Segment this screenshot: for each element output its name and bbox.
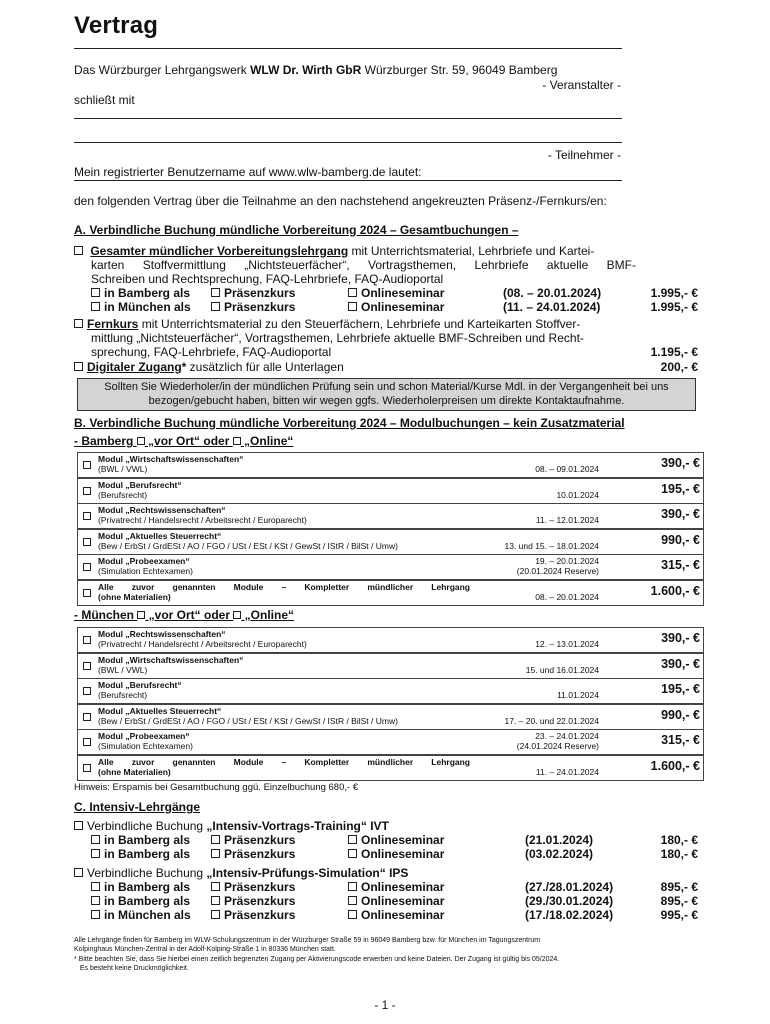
module-date-2: 08. – 20.01.2024	[535, 591, 599, 602]
option-checkbox[interactable]	[91, 910, 100, 919]
module-name: Modul „Aktuelles Steuerrecht“	[98, 530, 222, 541]
course-full-block: Gesamter mündlicher Vorbereitungslehrgang mit Unterrichtsmaterial, Lehrbriefe und Kartei-	[74, 244, 634, 258]
section-a-heading: A. Verbindliche Buchung mündliche Vorbereitung 2024 – Gesamtbuchungen –	[74, 223, 519, 237]
module-price: 390,- €	[661, 456, 700, 470]
row-price: 895,- €	[660, 880, 698, 894]
option-checkbox[interactable]	[348, 910, 357, 919]
participant-role: - Teilnehmer -	[547, 148, 621, 162]
module-subtitle: (Bew / ErbSt / GrdESt / AO / FGO / USt / ESt / KSt / GewSt / IStR / BilSt / Umw)	[98, 715, 398, 726]
checkbox-ivt[interactable]	[74, 821, 83, 830]
course-full-desc-3: Schreiben und Rechtsprechung, FAQ-Lehrbriefe, FAQ-Audioportal	[91, 272, 444, 286]
option-checkbox[interactable]	[211, 910, 220, 919]
module-checkbox[interactable]	[83, 538, 91, 546]
savings-note: Hinweis: Erspamis bei Gesamtbuchung ggü. Einzelbuchung 680,- €	[74, 782, 359, 793]
checkbox-bamberg-online[interactable]	[348, 288, 357, 297]
module-date-2: 11. – 24.01.2024	[535, 766, 599, 777]
row-online: Onlineseminar	[348, 894, 444, 908]
module-name: Modul „Wirtschaftswissenschaften“	[98, 454, 244, 464]
ivt-heading: Verbindliche Buchung „Intensiv-Vortrags-Training“ IVT	[74, 819, 389, 833]
module-subtitle: (Simulation Echtexamen)	[98, 566, 193, 576]
module-row[interactable]	[77, 704, 704, 730]
course-full-title: Gesamter mündlicher Vorbereitungslehrgang	[90, 244, 349, 258]
module-date-2: 10.01.2024	[556, 489, 599, 500]
module-checkbox[interactable]	[83, 589, 91, 597]
module-row[interactable]	[77, 580, 704, 606]
price-bamberg: 1.995,- €	[650, 286, 698, 300]
module-row[interactable]	[77, 729, 704, 755]
row-dates: (29./30.01.2024)	[525, 894, 614, 908]
module-date-2: (24.01.2024 Reserve)	[516, 741, 599, 751]
checkbox-bamberg-onsite[interactable]	[137, 437, 145, 445]
module-name: Modul „Aktuelles Steuerrecht“	[98, 705, 222, 716]
module-row[interactable]	[77, 478, 704, 504]
fernkurs-price: 1.195,- €	[650, 345, 698, 359]
option-checkbox[interactable]	[348, 849, 357, 858]
module-price: 390,- €	[661, 631, 700, 645]
module-name: Alle zuvor genannten Module – Kompletter mündlicher Lehrgang	[98, 581, 470, 592]
checkbox-full-course[interactable]	[74, 246, 83, 255]
module-name: Modul „Probeexamen“	[98, 731, 190, 741]
footer-line-2: Kolpinghaus München-Zentral in der Adolf-Kolping-Straße 1 in 80336 München statt.	[74, 946, 336, 953]
row-online: Onlineseminar	[348, 908, 444, 922]
fernkurs-desc-2: mittlung „Nichtsteuerfächer“, Vortragsthemen, Lehrbriefe aktuelle BMF-Schreiben und Recht-	[91, 331, 584, 345]
module-row[interactable]	[77, 653, 704, 679]
row-presence: Präsenzkurs	[211, 894, 295, 908]
option-checkbox[interactable]	[91, 835, 100, 844]
row-dates: (17./18.02.2024)	[525, 908, 614, 922]
module-subtitle: (Simulation Echtexamen)	[98, 741, 193, 751]
checkbox-fernkurs[interactable]	[74, 319, 83, 328]
module-name: Modul „Wirtschaftswissenschaften“	[98, 654, 244, 665]
module-subtitle: (BWL / VWL)	[98, 664, 148, 675]
footer-line-3: * Bitte beachten Sie, dass Sie hierbei einen zeitlich begrenzten Zugang per Aktivierungscode erwerben und keine Dateien. Der Zugang ist gültig bis 05/2024.	[74, 956, 560, 963]
checkbox-munich-online[interactable]	[348, 302, 357, 311]
section-c-heading: C. Intensiv-Lehrgänge	[74, 800, 201, 814]
row-online: Onlineseminar	[348, 880, 444, 894]
row-dates: (27./28.01.2024)	[525, 880, 614, 894]
module-subtitle: (Privatrecht / Handelsrecht / Arbeitsrecht / Europarecht)	[98, 515, 307, 525]
module-price: 390,- €	[661, 656, 700, 671]
option-checkbox[interactable]	[348, 835, 357, 844]
module-checkbox[interactable]	[83, 487, 91, 495]
participant-line-2[interactable]	[74, 142, 622, 143]
option-checkbox[interactable]	[91, 882, 100, 891]
module-price: 990,- €	[661, 532, 700, 547]
fernkurs-block: Fernkurs mit Unterrichtsmaterial zu den Steuerfächern, Lehrbriefe und Karteikarten Stoffver-	[74, 317, 634, 331]
module-subtitle: (Bew / ErbSt / GrdESt / AO / FGO / USt / ESt / KSt / GewSt / IStR / BilSt / Umw)	[98, 540, 398, 551]
dates-munich: (11. – 24.01.2024)	[503, 300, 601, 314]
module-price: 315,- €	[661, 733, 700, 747]
page-title: Vertrag	[74, 12, 159, 39]
organizer-role: - Veranstalter -	[542, 78, 621, 92]
title-rule	[74, 48, 622, 49]
checkbox-digital-access[interactable]	[74, 362, 83, 371]
checkbox-ips[interactable]	[74, 868, 83, 877]
module-name: Modul „Berufsrecht“	[98, 680, 182, 690]
module-checkbox[interactable]	[83, 512, 91, 520]
module-price: 195,- €	[661, 682, 700, 696]
module-subtitle: (Privatrecht / Handelsrecht / Arbeitsrecht / Europarecht)	[98, 639, 307, 649]
checkbox-munich-presence[interactable]	[211, 302, 220, 311]
module-date-2: (20.01.2024 Reserve)	[516, 566, 599, 576]
module-row[interactable]	[77, 529, 704, 555]
module-row[interactable]	[77, 678, 704, 704]
module-date-2: 11. – 12.01.2024	[535, 515, 599, 525]
row-price: 995,- €	[660, 908, 698, 922]
module-subtitle: (Berufsrecht)	[98, 489, 148, 500]
module-name: Modul „Berufsrecht“	[98, 479, 182, 490]
option-checkbox[interactable]	[211, 896, 220, 905]
module-subtitle: (ohne Materialien)	[98, 766, 171, 777]
footer-line-4: Es besteht keine Druckmöglichkeit.	[74, 965, 189, 972]
option-checkbox[interactable]	[348, 882, 357, 891]
option-checkbox[interactable]	[211, 849, 220, 858]
module-price: 1.600,- €	[650, 583, 700, 598]
module-checkbox[interactable]	[83, 662, 91, 670]
checkbox-bamberg[interactable]	[91, 288, 100, 297]
module-subtitle: (Berufsrecht)	[98, 690, 148, 700]
row-price: 180,- €	[660, 833, 698, 847]
participant-line-1[interactable]	[74, 118, 622, 119]
option-bamberg: in Bamberg als	[91, 286, 190, 300]
module-checkbox[interactable]	[83, 636, 91, 644]
row-location: in Bamberg als	[91, 894, 190, 908]
row-presence: Präsenzkurs	[211, 908, 295, 922]
row-location: in Bamberg als	[91, 833, 190, 847]
module-date-2: 12. – 13.01.2024	[535, 639, 599, 649]
page-number: - 1 -	[374, 998, 396, 1012]
module-price: 990,- €	[661, 707, 700, 722]
module-checkbox[interactable]	[83, 713, 91, 721]
module-name: Alle zuvor genannten Module – Kompletter mündlicher Lehrgang	[98, 756, 470, 767]
module-price: 315,- €	[661, 558, 700, 572]
module-date-1: 19. – 20.01.2024	[535, 556, 599, 566]
ips-heading: Verbindliche Buchung „Intensiv-Prüfungs-Simulation“ IPS	[74, 866, 408, 880]
module-date-2: 08. – 09.01.2024	[535, 464, 599, 474]
concludes-with: schließt mit	[74, 93, 135, 107]
username-label: Mein registrierter Benutzername auf www.wlw-bamberg.de lautet:	[74, 165, 422, 179]
checkbox-bamberg-online-modules[interactable]	[233, 437, 241, 445]
row-price: 895,- €	[660, 894, 698, 908]
option-checkbox[interactable]	[91, 896, 100, 905]
bamberg-modules-heading: - Bamberg „vor Ort“ oder „Online“	[74, 434, 294, 448]
module-row[interactable]	[77, 627, 704, 653]
module-checkbox[interactable]	[83, 764, 91, 772]
module-subtitle: (ohne Materialien)	[98, 591, 171, 602]
module-date-2: 15. und 16.01.2024	[525, 664, 599, 675]
footer-line-1: Alle Lehrgänge finden für Bamberg im WLW-Schulungszentrum in der Würzburger Straße 59 in 96049 Bamberg bzw. für München im Tagungszentrum	[74, 937, 541, 944]
module-date-2: 17. – 20. und 22.01.2024	[504, 715, 599, 726]
row-online: Onlineseminar	[348, 847, 444, 861]
repeater-notice: Sollten Sie Wiederholer/in der mündlichen Prüfung sein und schon Material/Kurse Mdl. in der Vergangenheit bei uns bezogen/gebucht haben, bitten wir wegen ggfs. Wiederholerpreisen um direkte Kontaktaufnahme.	[77, 378, 696, 411]
fernkurs-desc-3: sprechung, FAQ-Lehrbriefe, FAQ-Audioportal	[91, 345, 332, 359]
row-location: in Bamberg als	[91, 847, 190, 861]
munich-modules-heading: - München „vor Ort“ oder „Online“	[74, 608, 295, 622]
digital-access-block: Digitaler Zugang* zusätzlich für alle Unterlagen	[74, 360, 344, 374]
organizer-line: Das Würzburger Lehrgangswerk WLW Dr. Wirth GbR Würzburger Str. 59, 96049 Bamberg	[74, 63, 558, 77]
module-name: Modul „Rechtswissenschaften“	[98, 505, 226, 515]
module-price: 390,- €	[661, 507, 700, 521]
checkbox-munich[interactable]	[91, 302, 100, 311]
module-row[interactable]	[77, 554, 704, 580]
contract-text: den folgenden Vertrag über die Teilnahme an den nachstehend angekreuzten Präsenz-/Fernkurs/en:	[74, 194, 607, 208]
option-checkbox[interactable]	[91, 849, 100, 858]
row-location: in Bamberg als	[91, 880, 190, 894]
option-checkbox[interactable]	[348, 896, 357, 905]
module-price: 1.600,- €	[650, 758, 700, 773]
option-munich: in München als	[91, 300, 191, 314]
row-location: in München als	[91, 908, 191, 922]
module-row[interactable]	[77, 755, 704, 781]
row-online: Onlineseminar	[348, 833, 444, 847]
module-checkbox[interactable]	[83, 461, 91, 469]
checkbox-bamberg-presence[interactable]	[211, 288, 220, 297]
row-presence: Präsenzkurs	[211, 847, 295, 861]
module-date-2: 11.01.2024	[557, 690, 599, 700]
dates-bamberg: (08. – 20.01.2024)	[503, 286, 602, 300]
username-line[interactable]	[74, 180, 622, 181]
module-date-2: 13. und 15. – 18.01.2024	[504, 540, 599, 551]
course-full-desc-2: karten Stoffvermittlung „Nichtsteuerfächer“, Vortragsthemen, Lehrbriefe aktuelle BMF-	[91, 258, 636, 272]
row-presence: Präsenzkurs	[211, 880, 295, 894]
digital-access-price: 200,- €	[660, 360, 698, 374]
module-checkbox[interactable]	[83, 563, 91, 571]
row-presence: Präsenzkurs	[211, 833, 295, 847]
section-b-heading: B. Verbindliche Buchung mündliche Vorbereitung 2024 – Modulbuchungen – kein Zusatzmaterial	[74, 416, 625, 430]
row-dates: (03.02.2024)	[525, 847, 594, 861]
module-subtitle: (BWL / VWL)	[98, 464, 148, 474]
module-date-1: 23. – 24.01.2024	[535, 731, 599, 741]
module-name: Modul „Probeexamen“	[98, 556, 190, 566]
module-name: Modul „Rechtswissenschaften“	[98, 629, 226, 639]
price-munich: 1.995,- €	[650, 300, 698, 314]
module-checkbox[interactable]	[83, 738, 91, 746]
module-row[interactable]	[77, 452, 704, 478]
module-row[interactable]	[77, 503, 704, 529]
row-price: 180,- €	[660, 847, 698, 861]
module-checkbox[interactable]	[83, 687, 91, 695]
module-price: 195,- €	[661, 481, 700, 496]
option-checkbox[interactable]	[211, 835, 220, 844]
row-dates: (21.01.2024)	[525, 833, 594, 847]
option-checkbox[interactable]	[211, 882, 220, 891]
